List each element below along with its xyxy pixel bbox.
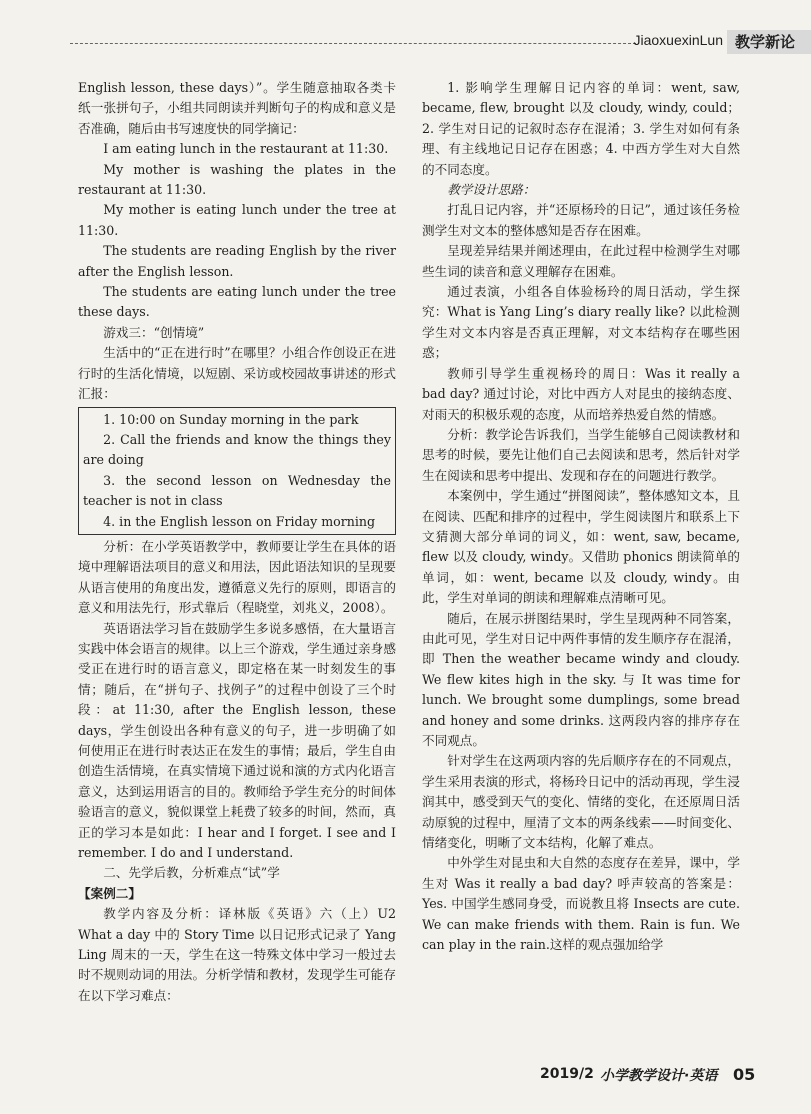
box-item: 3. the second lesson on Wednesday the teacher is not in class <box>83 472 391 509</box>
paragraph: 分析：教学论告诉我们，当学生能够自己阅读教材和思考的时候，要先让他们自己去阅读和思考，然后针对学生在阅读和思考中提出、发现和存在的问题进行教学。 <box>422 426 740 483</box>
example-sentence: I am eating lunch in the restaurant at 11:30. <box>103 141 389 157</box>
page-number: 05 <box>733 1065 756 1084</box>
issue-number: 2019/2 <box>540 1066 594 1082</box>
left-column <box>78 78 396 1006</box>
paragraph: 教学内容及分析：译林版《英语》六（上）U2 What a day 中的 Story Time 以日记形式记录了 Yang Ling 周末的一天，学生在这一特殊文体中学习一般过去时不规则动词的用法。分析学情和教材，发现学生可能存在以下学习难点： <box>78 906 396 1003</box>
box-item: 4. in the English lesson on Friday morning <box>103 513 376 529</box>
paragraph: 本案例中，学生通过“拼图阅读”，整体感知文本，且在阅读、匹配和排序的过程中，学生阅读图片和联系上下文猜测大部分单词的词义，如：went, saw, became, flew 以及 cloudy, windy。又借助 phonics 朗读简单的单词，如：went, became 以及 cloudy, windy。由此，学生对单词的朗读和理解难点清晰可见。 <box>422 488 740 606</box>
paragraph: 分析：在小学英语教学中，教师要让学生在具体的语境中理解语法项目的意义和用法，因此语法知识的呈现要从语言使用的角度出发，遵循意义先行的原则，即语言的意义和用法先行，形式靠后（程晓堂，刘兆义，2008）。 <box>78 538 396 616</box>
page-footer <box>0 1060 811 1090</box>
example-sentence: The students are reading English by the river after the English lesson. <box>78 243 396 279</box>
page-header <box>0 30 811 56</box>
paragraph: 随后，在展示拼图结果时，学生呈现两种不同答案，由此可见，学生对日记中两件事情的发生顺序存在混淆，即 Then the weather became windy and cloudy. We flew kites high in the sky. 与 It was time for lunch. We brought some dumplings, some bread and honey and some drinks. 这两段内容的排序存在不同观点。 <box>422 610 740 748</box>
paragraph: 英语语法学习旨在鼓励学生多说多感悟，在大量语言实践中体会语言的规律。以上三个游戏，学生通过亲身感受正在进行时的语言意义，即定格在某一时刻发生的事情；随后，在“拼句子、找例子”的过程中创设了三个时段：at 11:30, after the English lesson, these days，学生创设出各种有意义的句子，进一步明确了如何使用正在进行时表达正在发生的事情；最后，学生自由创造生活情境，在真实情境下通过说和演的方式内化语言意义，达到运用语言的目的。教师给予学生充分的时间体验语言的意义，貌似课堂上耗费了较多的时间，然而，真正的学习本是如此：I hear and I forget. I see and I remember. I do and I understand. <box>78 620 396 861</box>
example-sentence: My mother is washing the plates in the restaurant at 11:30. <box>78 161 396 198</box>
box-item: 2. Call the friends and know the things they are doing <box>83 431 391 468</box>
paragraph: 教师引导学生重视杨玲的周日：Was it really a bad day? 通过讨论，对比中西方人对昆虫的接纳态度、对雨天的积极乐观的态度，从而培养热爱自然的情感。 <box>422 365 740 422</box>
paragraph: 打乱日记内容，并“还原杨玲的日记”，通过该任务检测学生对文本的整体感知是否存在困难。 <box>422 202 740 238</box>
paragraph: 针对学生在这两项内容的先后顺序存在的不同观点，学生采用表演的形式，将杨玲日记中的活动再现，学生浸润其中，感受到天气的变化、情绪的变化，在还原周日活动原貌的过程中，厘清了文本的两条线索——时间变化、情绪变化，明晰了文本结构，化解了难点。 <box>422 753 740 851</box>
paragraph: 1. 影响学生理解日记内容的单词：went, saw, became, flew, brought 以及 cloudy, windy, could；2. 学生对日记的记叙时态存在混淆；3. 学生对如何有条理、有主线地记日记存在困惑；4. 中西方学生对大自然的不同态度。 <box>422 80 740 177</box>
paragraph: 通过表演，小组各自体验杨玲的周日活动，学生探究：What is Yang Ling’s diary really like? 以此检测学生对文本内容是否真正理解，对文本结构存在哪些困惑； <box>422 284 740 361</box>
situation-box <box>78 407 396 535</box>
paragraph: English lesson, these days）”。学生随意抽取各类卡纸一张拼句子，小组共同朗读并判断句子的构成和意义是否准确，随后由书写速度快的同学摘记： <box>78 80 396 136</box>
game-title: 游戏三：“创情境” <box>103 324 205 340</box>
journal-brand: JiaoxuexinLun <box>633 32 723 48</box>
header-rule <box>70 43 636 44</box>
example-sentence: The students are eating lunch under the tree these days. <box>78 284 396 320</box>
section-heading: 二、先学后教，分析难点“试”学 <box>103 865 280 881</box>
journal-name: 小学教学设计·英语 <box>600 1068 718 1084</box>
paragraph: 生活中的“正在进行时”在哪里？小组合作创设正在进行时的生活化情境，以短剧、采访或校园故事讲述的形式汇报： <box>78 345 396 402</box>
box-item: 1. 10:00 on Sunday morning in the park <box>103 411 359 427</box>
subheading: 教学设计思路： <box>447 182 536 198</box>
right-column <box>422 78 740 955</box>
paragraph: 中外学生对昆虫和大自然的态度存在差异，课中，学生对 Was it really a bad day? 呼声较高的答案是：Yes. 中国学生感同身受，而说教且将 Insects are cute. We can make friends with them. Rain is fun. We can play in the rain.这样的观点强加给学 <box>422 855 740 953</box>
paragraph: 呈现差异结果并阐述理由，在此过程中检测学生对哪些生词的读音和意义理解存在困难。 <box>422 243 740 279</box>
case-title: 【案例二】 <box>78 885 141 901</box>
section-title: 教学新论 <box>727 30 811 54</box>
example-sentence: My mother is eating lunch under the tree at 11:30. <box>78 202 396 238</box>
